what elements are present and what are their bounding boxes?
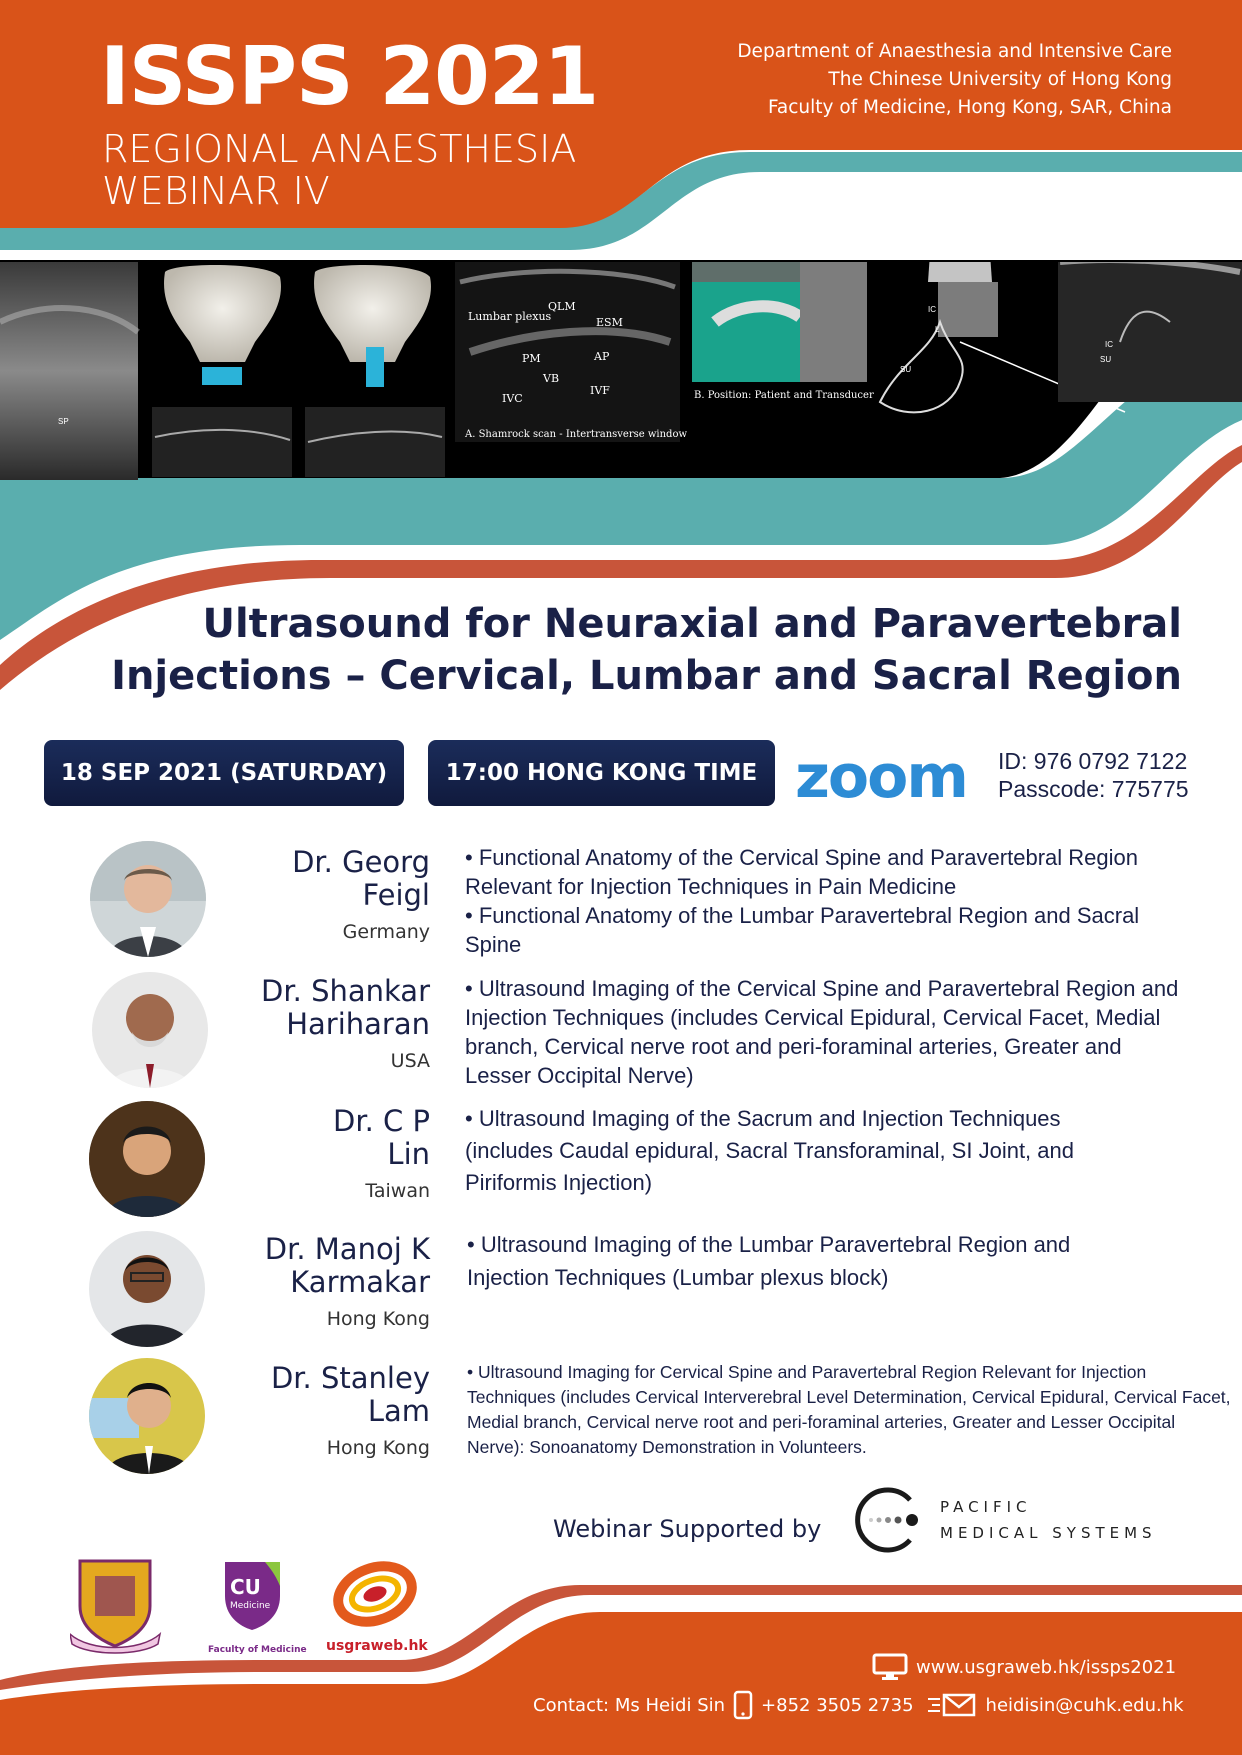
label-su: SU: [1100, 355, 1112, 364]
faculty-of-medicine-label: Faculty of Medicine: [208, 1645, 307, 1655]
ultrasound-scan-sacral: [0, 262, 138, 480]
zoom-logo: zoom: [795, 742, 967, 812]
label-lumbar-plexus: Lumbar plexus: [468, 310, 552, 323]
cu-medicine-logo-icon: [208, 1562, 307, 1655]
speaker-name-karmakar: Dr. Manoj K Karmakar Hong Kong: [130, 1233, 430, 1336]
speaker-topic-feigl: • Functional Anatomy of the Cervical Spine and Paravertebral Region Relevant for Injection Techniques in Pain Medicine • Functional Anatomy of the Lumbar Paravertebral Region and Sacral Spine: [465, 845, 1140, 957]
label-pm: PM: [522, 352, 541, 365]
speaker-topic-karmakar: • Ultrasound Imaging of the Lumbar Paravertebral Region and Injection Techniques (Lumbar plexus block): [467, 1232, 1071, 1290]
speaker-name-lam: Dr. Stanley Lam Hong Kong: [130, 1362, 430, 1465]
speaker-country: Taiwan: [365, 1180, 430, 1202]
event-subtitle-line1: REGIONAL ANAESTHESIA: [102, 127, 577, 171]
meeting-id: ID: 976 0792 7122: [998, 748, 1188, 774]
speaker-topic-hariharan: • Ultrasound Imaging of the Cervical Spine and Paravertebral Region and Injection Techniques (includes Cervical Epidural, Cervical Facet, Medial branch, Cervical nerve root and peri-foraminal arteries, Greater and Lesser Occipital Nerve): [465, 976, 1179, 1088]
speaker-country: USA: [390, 1050, 430, 1072]
website-link[interactable]: www.usgraweb.hk/issps2021: [916, 1656, 1177, 1678]
label-ic: IC: [1105, 340, 1113, 349]
zoom-meeting-info: [998, 747, 1189, 803]
speaker-country: Germany: [342, 921, 430, 943]
event-title: ISSPS 2021: [100, 30, 599, 123]
organizer-block: [737, 38, 1172, 122]
speaker-country: Hong Kong: [326, 1437, 430, 1459]
shamrock-scan: [455, 262, 687, 442]
talk-title-line2: Injections – Cervical, Lumbar and Sacral Region: [111, 653, 1182, 699]
sponsor-label: Webinar Supported by: [553, 1515, 822, 1543]
talk-title-line1: Ultrasound for Neuraxial and Paravertebral: [202, 601, 1182, 647]
usgraweb-label: usgraweb.hk: [326, 1638, 428, 1654]
ultrasound-inset-2: [305, 407, 445, 477]
talk-title: [62, 598, 1182, 702]
speaker-name-hariharan: Dr. Shankar Hariharan USA: [130, 975, 430, 1078]
time-badge: 17:00 HONG KONG TIME: [428, 740, 775, 806]
label-vb: VB: [543, 372, 560, 385]
speaker-topic-lin: • Ultrasound Imaging of the Sacrum and Injection Techniques (includes Caudal epidural, Sacral Transforaminal, SI Joint, and Piriformis Injection): [465, 1106, 1074, 1195]
meeting-passcode: Passcode: 775775: [998, 776, 1189, 802]
ultrasound-scan-cervical: [1058, 262, 1242, 402]
cu-logo-text: CU: [230, 1575, 261, 1599]
label-ivc: IVC: [502, 392, 523, 405]
event-subtitle: [102, 128, 576, 212]
label-ap: AP: [594, 350, 610, 363]
caption-b: B. Position: Patient and Transducer: [694, 390, 874, 401]
institution-logos: [70, 1556, 430, 1656]
organizer-line: The Chinese University of Hong Kong: [828, 69, 1172, 90]
label-su: SU: [900, 365, 912, 374]
organizer-line: Department of Anaesthesia and Intensive Care: [737, 41, 1172, 62]
label-sp: SP: [58, 417, 69, 426]
patient-transducer-photo: [692, 262, 874, 401]
speaker-name-lin: Dr. C P Lin Taiwan: [130, 1105, 430, 1208]
speaker-country: Hong Kong: [326, 1308, 430, 1330]
email-icon: [928, 1693, 978, 1717]
caption-a: A. Shamrock scan - Intertransverse window: [465, 429, 688, 440]
contact-label: Contact: Ms Heidi Sin: [533, 1694, 726, 1716]
sponsor-name: PACIFIC MEDICAL SYSTEMS: [940, 1498, 1157, 1542]
label-esm: ESM: [596, 316, 623, 329]
contact-phone[interactable]: +852 3505 2735: [761, 1694, 914, 1716]
organizer-line: Faculty of Medicine, Hong Kong, SAR, China: [767, 97, 1172, 118]
sacrum-model-1: [164, 265, 281, 385]
cuhk-crest-icon: [70, 1561, 160, 1653]
phone-icon: [733, 1690, 753, 1720]
contact-email[interactable]: heidisin@cuhk.edu.hk: [985, 1694, 1184, 1716]
date-badge: 18 SEP 2021 (SATURDAY): [44, 740, 404, 806]
cu-logo-subtext: Medicine: [230, 1601, 271, 1611]
label-ivf: IVF: [590, 384, 610, 397]
label-l: L: [935, 325, 940, 334]
ultrasound-image-strip: [0, 262, 1242, 480]
label-ic: IC: [928, 305, 936, 314]
usgraweb-logo-icon: [326, 1557, 428, 1654]
event-subtitle-line2: WEBINAR IV: [102, 169, 330, 213]
monitor-icon: [872, 1653, 908, 1681]
contact-row: [533, 1690, 1184, 1720]
sacrum-model-2: [314, 265, 431, 387]
label-qlm: QLM: [548, 300, 576, 313]
website-row: [872, 1653, 1176, 1681]
pacific-medical-systems-logo-icon: [850, 1482, 926, 1558]
speaker-topic-lam: • Ultrasound Imaging for Cervical Spine and Paravertebral Region Relevant for Injection Techniques (includes Cervical Interverebral Level Determination, Cervical Epidural, Cervical Facet, Medial branch, Cervical nerve root and peri-foraminal arteries, Greater and Lesser Occipital Nerve): Sonoanatomy Demonstration in Volunteers.: [467, 1362, 1231, 1457]
speaker-name-feigl: Dr. Georg Feigl Germany: [130, 846, 430, 949]
ultrasound-inset-1: [152, 407, 292, 477]
